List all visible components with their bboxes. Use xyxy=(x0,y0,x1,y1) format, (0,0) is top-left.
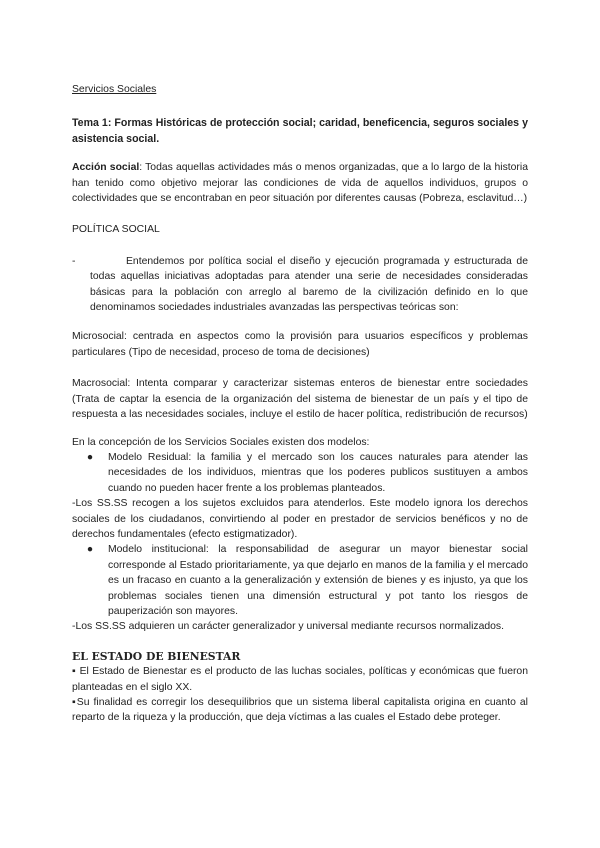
bullet-marker: ● xyxy=(86,451,94,463)
modelo-residual-item xyxy=(72,450,528,496)
estado-bienestar-point-1: ▪ El Estado de Bienestar es el producto de las luchas sociales, políticas y económicas que fueron planteadas en el siglo XX. xyxy=(72,666,528,693)
estado-bienestar-heading: EL ESTADO DE BIENESTAR xyxy=(72,649,241,663)
document-heading: Servicios Sociales xyxy=(72,84,157,95)
estado-bienestar-point-2: ▪Su finalidad es corregir los desequilibrios que un sistema liberal capitalista origina en cuanto al reparto de la riqueza y la producción, que deja víctimas a las cuales el Estado debe proteger. xyxy=(72,697,528,724)
microsocial-paragraph: Microsocial: centrada en aspectos como la provisión para usuarios específicos y problemas particulares (Tipo de necesidad, proceso de toma de decisiones) xyxy=(72,331,528,358)
document-page xyxy=(72,82,528,726)
politica-social-heading: POLÍTICA SOCIAL xyxy=(72,224,160,236)
accion-social-paragraph xyxy=(72,160,528,206)
bullet-marker: ● xyxy=(86,544,94,556)
dash-marker: - xyxy=(72,255,76,267)
modelo-institucional-text: Modelo institucional: la responsabilidad de asegurar un mayor bienestar social corresponde al Estado prioritariamente, ya que dejarlo en manos de la familia y el mercado es un fracaso en cuanto a la generalización y extensión de bienes y es injusto, ya que los problemas sociales tienen una dimensión estructural y pot tanto los riesgos de pauperización son mayores. xyxy=(108,544,528,617)
accion-social-definition: : Todas aquellas actividades más o menos organizadas, que a lo largo de la historia han tenido como objetivo mejorar las condiciones de vida de aquellos individuos, grupos o colectividades que se encontraban en peor situación por diferentes causas (Pobreza, esclavitud…) xyxy=(72,162,528,205)
institucional-note: -Los SS.SS adquieren un carácter generalizador y universal mediante recursos normalizados. xyxy=(72,621,505,633)
modelo-residual-text: Modelo Residual: la familia y el mercado son los cauces naturales para atender las necesidades de los individuos, mientras que los poderes publicos sustituyen a ambos cuando no pueden hacer frente a los problemas planteados. xyxy=(108,451,528,494)
concepcion-paragraph: En la concepción de los Servicios Sociales existen dos modelos: xyxy=(72,436,370,448)
modelo-institucional-item xyxy=(72,542,528,619)
politica-social-text: Entendemos por política social el diseño y ejecución programada y estructurada de todas aquellas iniciativas adoptadas para atender una serie de necesidades consideradas básicas para la población con arreglo al baremo de la civilización definido en lo que denominamos sociedades industriales avanzadas las perspectivas teóricas son: xyxy=(90,255,528,314)
residual-note: -Los SS.SS recogen a los sujetos excluidos para atenderlos. Este modelo ignora los derechos sociales de los ciudadanos, convirtiendo al poder en prestador de servicios benéficos y no de derechos fundamentales (efecto estigmatizador). xyxy=(72,498,528,540)
macrosocial-paragraph: Macrosocial: Intenta comparar y caracterizar sistemas enteros de bienestar entre sociedades (Trata de captar la esencia de la organización del sistema de bienestar de un país y el tipo de respuesta a las necesidades sociales, incluye el estilo de hacer política, redistribución de recursos) xyxy=(72,378,528,421)
politica-social-definition xyxy=(72,254,528,316)
accion-social-term: Acción social xyxy=(72,162,140,174)
topic-title: Tema 1: Formas Históricas de protección social; caridad, beneficencia, seguros sociales y asistencia social. xyxy=(72,117,528,145)
